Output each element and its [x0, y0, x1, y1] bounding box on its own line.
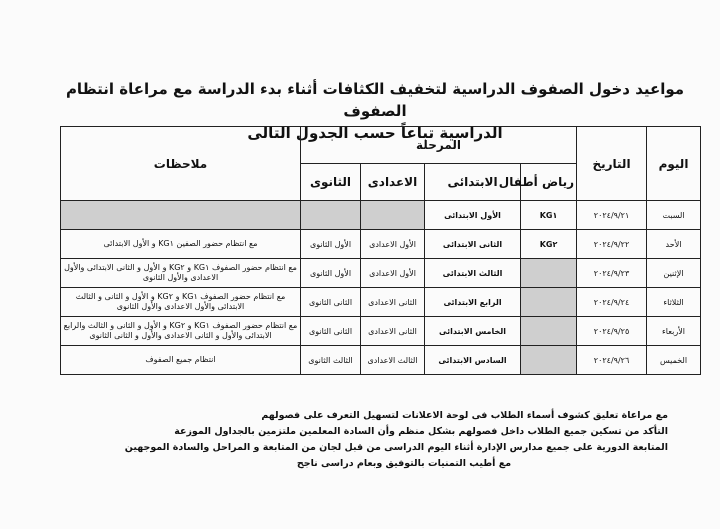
cell-notes: مع انتظام حضور الصفوف KG١ و KG٢ و الأول و الثانى و الثالث والرابع الابتدائى والأول و الثانى الاعدادى والأول و الثانى الثانوى [61, 317, 301, 346]
cell-primary: السادس الابتدائى [425, 346, 521, 375]
header-date: التاريخ [577, 127, 647, 201]
cell-notes [61, 201, 301, 230]
footer-line: التأكد من تسكين جميع الطلاب داخل فصولهم بشكل منظم وأن السادة المعلمين ملتزمين بالجداول الموزعة [174, 426, 668, 437]
cell-kg: KG١ [521, 201, 577, 230]
cell-primary: الخامس الابتدائى [425, 317, 521, 346]
cell-date: ٢٠٢٤/٩/٢٤ [577, 288, 647, 317]
cell-kg [521, 288, 577, 317]
cell-secondary: الثانى الثانوى [301, 288, 361, 317]
cell-secondary: الثانى الثانوى [301, 317, 361, 346]
cell-day: الأربعاء [647, 317, 701, 346]
cell-primary: الأول الابتدائى [425, 201, 521, 230]
cell-notes: انتظام جميع الصفوف [61, 346, 301, 375]
header-kg: رياض أطفال [521, 164, 577, 201]
table-row [61, 346, 701, 375]
cell-date: ٢٠٢٤/٩/٢٣ [577, 259, 647, 288]
table-row [61, 288, 701, 317]
table-row [61, 259, 701, 288]
cell-day: الإثنين [647, 259, 701, 288]
cell-primary: الثالث الابتدائى [425, 259, 521, 288]
cell-prep: الأول الاعدادى [361, 259, 425, 288]
header-stage: المرحلة [301, 127, 577, 164]
footer-line: مع مراعاة تعليق كشوف أسماء الطلاب فى لوحة الاعلانات لتسهيل التعرف على فصولهم [261, 410, 668, 421]
header-prep: الاعدادى [361, 164, 425, 201]
cell-date: ٢٠٢٤/٩/٢٥ [577, 317, 647, 346]
table-row [61, 317, 701, 346]
cell-prep: الثالث الاعدادى [361, 346, 425, 375]
cell-kg [521, 317, 577, 346]
cell-kg: KG٢ [521, 230, 577, 259]
table-row [61, 201, 701, 230]
cell-day: الثلاثاء [647, 288, 701, 317]
cell-prep [361, 201, 425, 230]
cell-notes: مع انتظام حضور الصفين KG١ و الأول الابتدائى [61, 230, 301, 259]
cell-day: الخميس [647, 346, 701, 375]
cell-secondary: الثالث الثانوى [301, 346, 361, 375]
header-row-1 [61, 127, 701, 164]
title-line-1: مواعيد دخول الصفوف الدراسية لتخفيف الكثافات أثناء بدء الدراسة مع مراعاة انتظام الصفوف [65, 80, 685, 120]
cell-date: ٢٠٢٤/٩/٢١ [577, 201, 647, 230]
cell-secondary: الأول الثانوى [301, 259, 361, 288]
cell-notes: مع انتظام حضور الصفوف KG١ و KG٢ و الأول و الثانى الابتدائى والأول الاعدادى والأول الثانوى [61, 259, 301, 288]
title-line-2: الدراسية تباعاً حسب الجدول التالى [247, 124, 503, 142]
cell-kg [521, 259, 577, 288]
cell-primary: الثانى الابتدائى [425, 230, 521, 259]
cell-notes: مع انتظام حضور الصفوف KG١ و KG٢ و الأول و الثانى و الثالث الابتدائى والأول الاعدادى والأول الثانوى [61, 288, 301, 317]
footer-line: المتابعة الدورية على جميع مدارس الإدارة أثناء اليوم الدراسى من قبل لجان من المتابعة و المراحل والسادة الموجهين [124, 442, 668, 453]
header-primary: الابتدائى [425, 164, 521, 201]
header-day: اليوم [647, 127, 701, 201]
cell-prep: الأول الاعدادى [361, 230, 425, 259]
footer-closing: مع أطيب التمنيات بالتوفيق وبعام دراسى ناجح [296, 458, 512, 469]
footer-notes [40, 408, 668, 472]
table-row [61, 230, 701, 259]
cell-day: الأحد [647, 230, 701, 259]
cell-secondary [301, 201, 361, 230]
cell-prep: الثانى الاعدادى [361, 288, 425, 317]
header-secondary: الثانوى [301, 164, 361, 201]
cell-kg [521, 346, 577, 375]
cell-primary: الرابع الابتدائى [425, 288, 521, 317]
cell-date: ٢٠٢٤/٩/٢٦ [577, 346, 647, 375]
cell-date: ٢٠٢٤/٩/٢٢ [577, 230, 647, 259]
header-notes: ملاحظات [61, 127, 301, 201]
schedule-table [60, 126, 701, 375]
cell-day: السبت [647, 201, 701, 230]
cell-secondary: الأول الثانوى [301, 230, 361, 259]
cell-prep: الثانى الاعدادى [361, 317, 425, 346]
